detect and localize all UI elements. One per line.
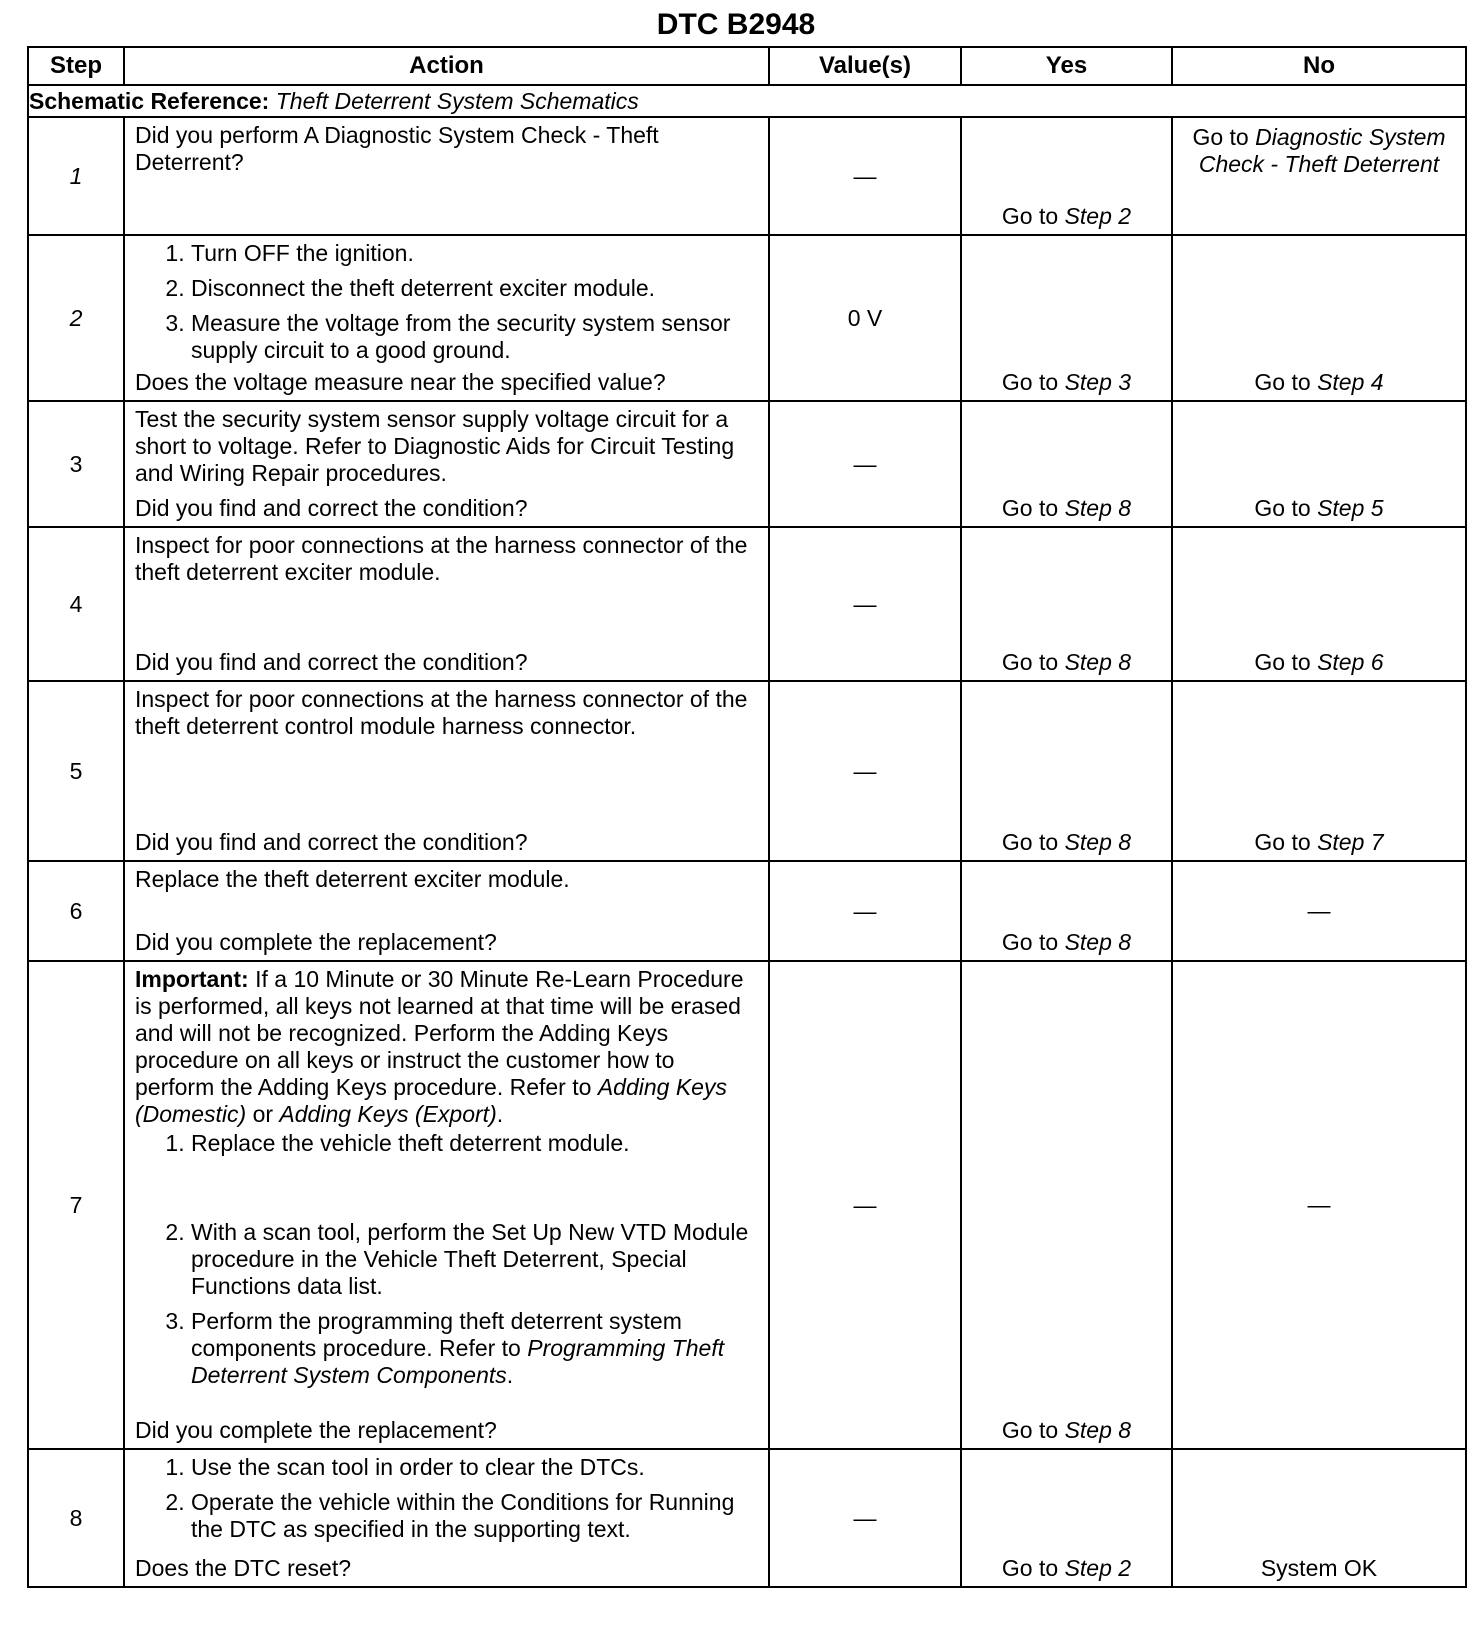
table-row <box>28 401 1466 527</box>
no-cell <box>1172 861 1466 961</box>
list-item: 1. Use the scan tool in order to clear the DTCs. <box>191 1454 758 1481</box>
header-yes: Yes <box>961 47 1172 85</box>
important-text: If a 10 Minute or 30 Minute Re-Learn Procedure is performed, all keys not learned at that time will be erased and will not be recognized. Perform the Adding Keys procedure on all keys or instruct the customer how to perform the Adding Keys procedure. Refer to <box>135 966 744 1100</box>
question-text: Did you find and correct the condition? <box>135 495 528 521</box>
header-step: Step <box>28 47 124 85</box>
question-text: Did you complete the replacement? <box>135 929 497 955</box>
question-text: Did you find and correct the condition? <box>135 649 528 675</box>
system-ok-text: System OK <box>1260 1555 1378 1581</box>
no-cell <box>1172 235 1466 401</box>
no-value: — <box>1307 897 1331 924</box>
dtc-table <box>27 46 1467 1588</box>
header-no: No <box>1172 47 1466 85</box>
important-note <box>135 966 758 1128</box>
value-cell: — <box>769 117 961 235</box>
list-item: 3. Measure the voltage from the security system sensor supply circuit to a good ground. <box>191 310 758 364</box>
yes-cell <box>961 1449 1172 1587</box>
schematic-row <box>28 85 1466 117</box>
period: . <box>496 1101 504 1127</box>
action-cell <box>124 235 769 401</box>
go-to-label: Go to <box>1192 124 1249 150</box>
page-title: DTC B2948 <box>656 8 816 41</box>
yes-step-link[interactable]: Step 3 <box>1064 369 1132 395</box>
action-cell <box>124 861 769 961</box>
question-text: Does the DTC reset? <box>135 1555 352 1581</box>
no-cell <box>1172 961 1466 1449</box>
no-cell <box>1172 117 1466 235</box>
question-text: Did you find and correct the condition? <box>135 829 528 855</box>
step-number: 4 <box>28 527 124 681</box>
table-row <box>28 527 1466 681</box>
header-row <box>28 47 1466 85</box>
go-to-label: Go to <box>1254 369 1311 395</box>
action-cell <box>124 401 769 527</box>
value-cell: — <box>769 681 961 861</box>
yes-step-link[interactable]: Step 2 <box>1064 1555 1132 1581</box>
adding-keys-domestic-link[interactable]: Adding Keys (Domestic) <box>135 1074 727 1127</box>
no-cell <box>1172 681 1466 861</box>
step-number: 7 <box>28 961 124 1449</box>
yes-cell <box>961 117 1172 235</box>
yes-step-link[interactable]: Step 8 <box>1064 495 1132 521</box>
go-to-label: Go to <box>1001 495 1059 521</box>
or-text: or <box>252 1101 274 1127</box>
no-cell <box>1172 401 1466 527</box>
value-cell: — <box>769 401 961 527</box>
yes-cell <box>961 681 1172 861</box>
yes-step-link[interactable]: Step 8 <box>1064 929 1132 955</box>
value-cell: — <box>769 861 961 961</box>
question-text: Did you complete the replacement? <box>135 1417 497 1443</box>
item-text: Perform the programming theft deterrent system components procedure. Refer to <box>191 1308 682 1361</box>
value-cell: — <box>769 527 961 681</box>
action-text: Inspect for poor connections at the harness connector of the theft deterrent control module harness connector. <box>135 686 748 739</box>
go-to-label: Go to <box>1001 649 1059 675</box>
step-number: 6 <box>28 861 124 961</box>
adding-keys-export-link[interactable]: Adding Keys (Export) <box>279 1101 497 1127</box>
step-number: 8 <box>28 1449 124 1587</box>
table-row <box>28 961 1466 1449</box>
no-step-link[interactable]: Step 7 <box>1317 829 1384 855</box>
yes-cell <box>961 861 1172 961</box>
yes-step-link[interactable]: Step 8 <box>1064 829 1132 855</box>
go-to-label: Go to <box>1001 829 1059 855</box>
value-cell: — <box>769 961 961 1449</box>
list-item: 2. Operate the vehicle within the Conditions for Running the DTC as specified in the supporting text. <box>191 1489 758 1543</box>
action-text: Replace the theft deterrent exciter module. <box>135 866 570 892</box>
list-item: 3. Perform the programming theft deterrent system components procedure. Refer to Programming Theft Deterrent System Components. <box>191 1308 758 1389</box>
no-step-link[interactable]: Step 6 <box>1317 649 1384 675</box>
step-number: 3 <box>28 401 124 527</box>
value-cell: 0 V <box>769 235 961 401</box>
yes-step-link[interactable]: Step 8 <box>1064 649 1132 675</box>
go-to-label: Go to <box>1001 1417 1059 1443</box>
table-row <box>28 861 1466 961</box>
step-number: 2 <box>28 235 124 401</box>
yes-step-link[interactable]: Step 8 <box>1064 1417 1132 1443</box>
go-to-label: Go to <box>1254 649 1311 675</box>
go-to-label: Go to <box>1254 495 1311 521</box>
list-item: 1. Replace the vehicle theft deterrent module. <box>191 1130 758 1157</box>
list-item: 2. Disconnect the theft deterrent exciter module. <box>191 275 758 302</box>
action-cell <box>124 961 769 1449</box>
action-text: Test the security system sensor supply voltage circuit for a short to voltage. Refer to Diagnostic Aids for Circuit Testing and Wiring Repair procedures. <box>135 406 735 486</box>
action-text: Did you perform A Diagnostic System Check - Theft Deterrent? <box>135 122 659 175</box>
table-row <box>28 1449 1466 1587</box>
go-to-label: Go to <box>1001 929 1059 955</box>
yes-cell <box>961 401 1172 527</box>
no-step-link[interactable]: Diagnostic System Check - Theft Deterrent <box>1198 124 1446 177</box>
action-text: Inspect for poor connections at the harness connector of the theft deterrent exciter module. <box>135 532 748 585</box>
yes-cell <box>961 235 1172 401</box>
go-to-label: Go to <box>1001 1555 1059 1581</box>
action-cell <box>124 1449 769 1587</box>
question-text: Does the voltage measure near the specified value? <box>135 369 666 395</box>
no-step-link[interactable]: Step 4 <box>1317 369 1384 395</box>
list-item: 1. Turn OFF the ignition. <box>191 240 758 267</box>
important-label: Important: <box>135 966 249 992</box>
list-item: 2. With a scan tool, perform the Set Up New VTD Module procedure in the Vehicle Theft Deterrent, Special Functions data list. <box>191 1219 758 1300</box>
action-cell <box>124 681 769 861</box>
schematic-label: Schematic Reference: <box>29 88 270 114</box>
schematic-link[interactable]: Theft Deterrent System Schematics <box>275 88 639 114</box>
yes-cell <box>961 527 1172 681</box>
no-step-link[interactable]: Step 5 <box>1317 495 1384 521</box>
no-cell <box>1172 527 1466 681</box>
yes-cell <box>961 961 1172 1449</box>
go-to-label: Go to <box>1001 369 1059 395</box>
action-cell <box>124 117 769 235</box>
go-to-label: Go to <box>1001 203 1059 229</box>
table-row <box>28 117 1466 235</box>
programming-link[interactable]: Programming Theft Deterrent System Components <box>191 1335 725 1388</box>
header-action: Action <box>124 47 769 85</box>
header-values: Value(s) <box>769 47 961 85</box>
table-row <box>28 681 1466 861</box>
action-cell <box>124 527 769 681</box>
step-number: 1 <box>28 117 124 235</box>
no-value: — <box>1307 1191 1331 1218</box>
no-cell <box>1172 1449 1466 1587</box>
schematic-reference <box>28 85 1466 117</box>
value-cell: — <box>769 1449 961 1587</box>
table-row <box>28 235 1466 401</box>
step-number: 5 <box>28 681 124 861</box>
go-to-label: Go to <box>1254 829 1311 855</box>
yes-step-link[interactable]: Step 2 <box>1064 203 1132 229</box>
